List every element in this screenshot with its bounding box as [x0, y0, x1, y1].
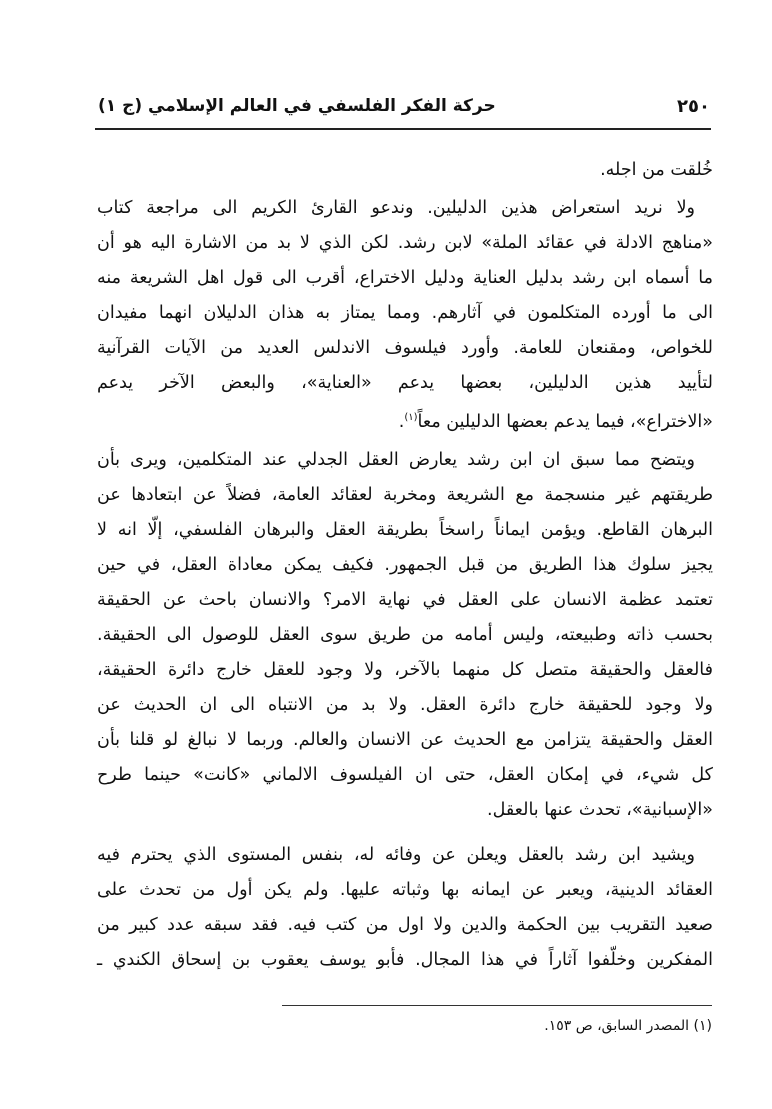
text-line: [97, 265, 713, 291]
text-line: [97, 552, 713, 578]
line-text: طريقتهم غير منسجمة مع الشريعة ومخربة لعقائد العامة، فضلاً عن ابتعادها عن: [97, 485, 713, 505]
line-text: كل شيء، في إمكان العقل، حتى ان الفيلسوف الالماني «كانت» حينما طرح: [97, 765, 713, 785]
line-text: لتأييد هذين الدليلين، بعضها يدعم «العناية»، والبعض الآخر يدعم: [97, 373, 713, 393]
line-text: ما أسماه ابن رشد بدليل العناية ودليل الاختراع، أقرب الى قول اهل الشريعة منه: [97, 268, 713, 288]
line-text: الى ما أورده المتكلمون في آثارهم. ومما يمتاز به هذان الدليلان انهما مفيدان: [97, 303, 713, 323]
footnote-rule: [282, 1005, 712, 1006]
text-line: [97, 622, 713, 648]
line-text: صعيد التقريب بين الحكمة والدين ولا اول من كتب فيه. فقد سبقه عدد كبير من: [97, 915, 713, 935]
text-line: [97, 692, 713, 718]
header-rule: [95, 128, 711, 130]
text-line: [97, 657, 713, 683]
text-line: [97, 517, 713, 543]
line-text: «مناهج الادلة في عقائد الملة» لابن رشد. لكن الذي لا بد من الاشارة اليه هو أن: [97, 233, 713, 253]
line-text: ويشيد ابن رشد بالعقل ويعلن عن وفائه له، بنفس المستوى الذي يحترم فيه: [97, 845, 695, 865]
text-line: [97, 842, 695, 868]
text-line: [97, 447, 695, 473]
line-text: المفكرين وخلّفوا آثاراً في هذا المجال. فأبو يوسف يعقوب بن إسحاق الكندي ـ: [97, 950, 713, 970]
line-text: بحسب ذاته وطبيعته، وليس أمامه من طريق سوى العقل للوصول الى الحقيقة.: [97, 625, 713, 645]
text-line: [97, 157, 713, 183]
text-line: [97, 335, 713, 361]
footnote: (١) المصدر السابق، ص ١٥٣.: [544, 1018, 712, 1034]
line-text: ويتضح مما سبق ان ابن رشد يعارض العقل الجدلي عند المتكلمين، ويرى بأن: [97, 450, 695, 470]
page-number: ٢٥٠: [677, 96, 710, 117]
text-line: [97, 762, 713, 788]
text-line: [97, 947, 713, 973]
line-text: العقل والحقيقة يتزامن مع الحديث عن الانسان والعالم. وربما لا نبالغ لو قلنا بأن: [97, 730, 713, 750]
line-text: «الاختراع»، فيما يدعم بعضها الدليلين معاً: [417, 411, 713, 432]
line-text: تعتمد عظمة الانسان على العقل في نهاية الامر؟ والانسان باحث عن الحقيقة: [97, 590, 713, 610]
running-title: حركة الفكر الفلسفي في العالم الإسلامي (ج ١): [98, 96, 496, 116]
text-line: [97, 195, 695, 221]
line-end: .: [398, 411, 405, 432]
line-text: للخواص، ومقنعان للعامة. وأورد فيلسوف الاندلس العديد من الآيات القرآنية: [97, 338, 713, 358]
line-text: ولا وجود للحقيقة خارج دائرة العقل. ولا بد من الانتباه الى ان الحديث عن: [97, 695, 713, 715]
text-line: [97, 587, 713, 613]
line-text: فالعقل والحقيقة متصل كل منهما بالآخر، ولا وجود للعقل خارج دائرة الحقيقة،: [97, 660, 713, 680]
text-line: [97, 727, 713, 753]
text-line: [97, 877, 713, 903]
text-line: [97, 230, 713, 256]
line-text: «الإسبانية»، تحدث عنها بالعقل.: [487, 800, 713, 820]
text-line: [97, 482, 713, 508]
footnote-ref[interactable]: (١): [404, 412, 418, 423]
line-text: خُلقت من اجله.: [600, 160, 713, 180]
line-text: ولا نريد استعراض هذين الدليلين. وندعو القارئ الكريم الى مراجعة كتاب: [97, 198, 695, 218]
text-line: [97, 370, 713, 396]
text-line: [97, 797, 713, 823]
line-text: العقائد الدينية، ويعبر عن ايمانه بها وثباته عليها. ولم يكن أول من تحدث على: [97, 880, 713, 900]
text-line: [97, 300, 713, 326]
line-text: البرهان القاطع. ويؤمن ايماناً راسخاً بطريقة العقل والبرهان الفلسفي، إلّا انه لا: [97, 520, 713, 540]
text-line: [97, 912, 713, 938]
text-line: [97, 405, 713, 435]
line-text: يجيز سلوك هذا الطريق من قبل الجمهور. فكيف يمكن معاداة العقل، في حين: [97, 555, 713, 575]
